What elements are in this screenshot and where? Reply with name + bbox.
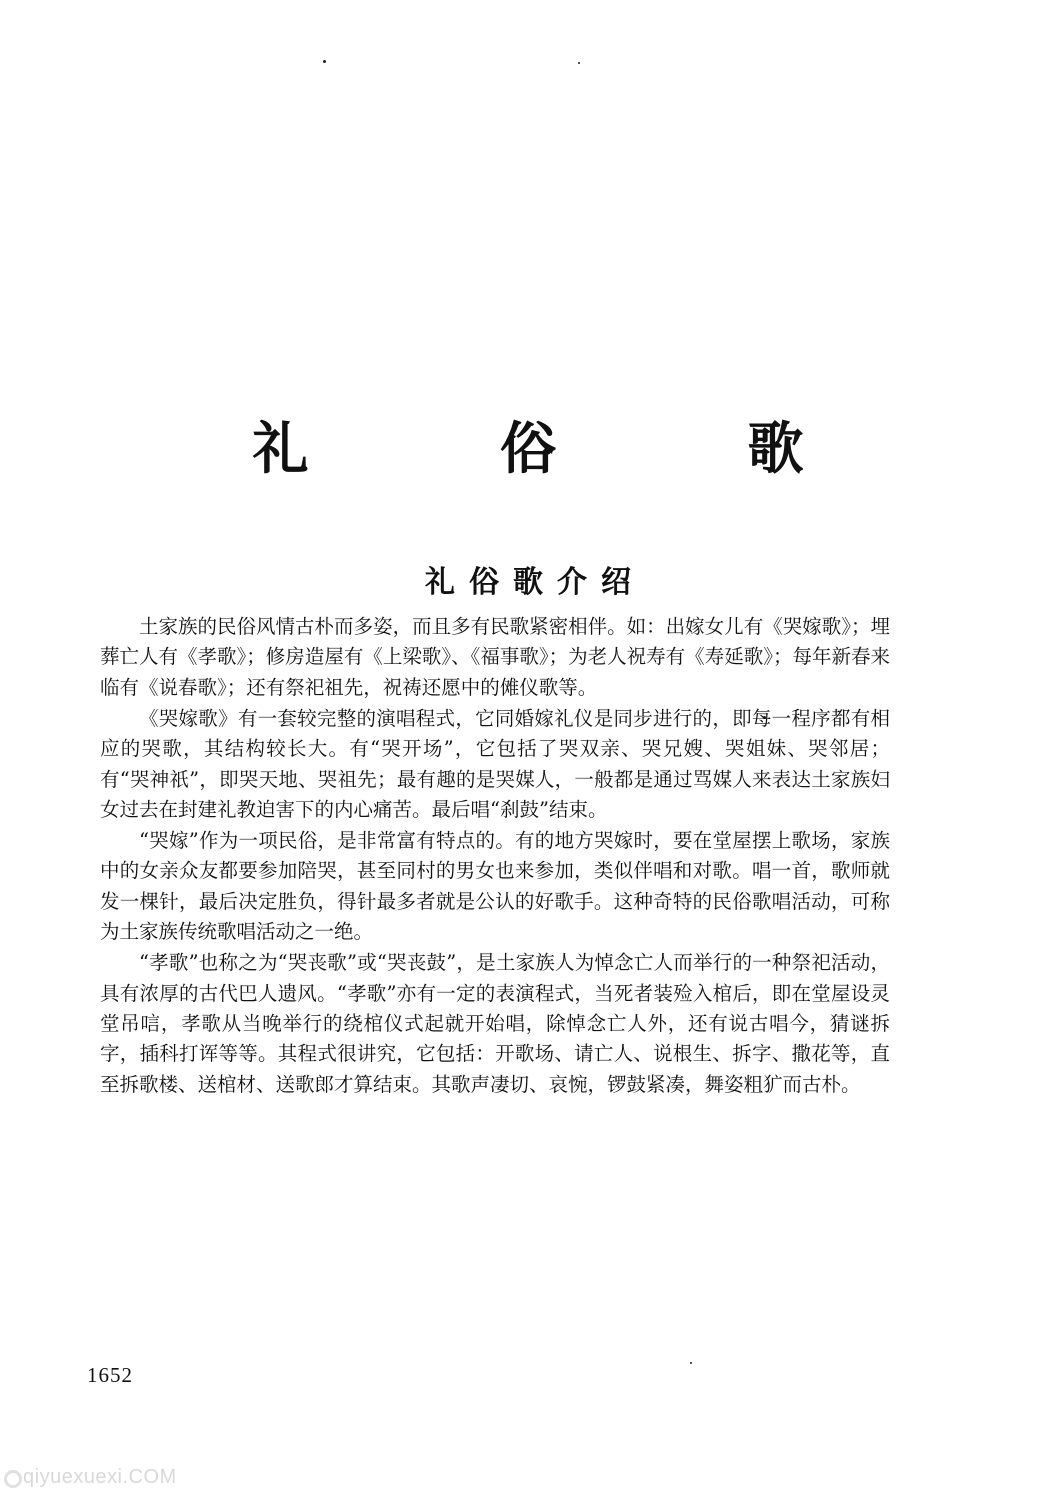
watermark: [4, 1465, 177, 1489]
paragraph: “孝歌”也称之为“哭丧歌”或“哭丧鼓”，是土家族人为悼念亡人而举行的一种祭祀活动，具有浓厚的古代巴人遗风。“孝歌”亦有一定的表演程式，当死者装殓入棺后，即在堂屋设灵堂吊唁，孝歌从当晚举行的绕棺仪式起就开始唱，除悼念亡人外，还有说古唱今，猜谜拆字，插科打诨等等。其程式很讲究，它包括：开歌场、请亡人、说根生、拆字、撒花等，直至拆歌楼、送棺材、送歌郎才算结束。其歌声凄切、哀惋，锣鼓紧凑，舞姿粗犷而古朴。: [100, 951, 890, 1096]
page-title: 礼 俗 歌: [252, 415, 890, 482]
scan-speck: [578, 62, 580, 64]
paragraph: 《哭嫁歌》有一套较完整的演唱程式，它同婚嫁礼仪是同步进行的，即每一程序都有相应的哭歌，其结构较长大。有“哭开场”，它包括了哭双亲、哭兄嫂、哭姐妹、哭邻居；有“哭神祇”，即哭天地、哭祖先；最有趣的是哭媒人，一般都是通过骂媒人来表达土家族妇女过去在封建礼教迫害下的内心痛苦。最后唱“刹鼓”结束。: [100, 706, 890, 822]
paragraph: “哭嫁”作为一项民俗，是非常富有特点的。有的地方哭嫁时，要在堂屋摆上歌场，家族中的女亲众友都要参加陪哭，甚至同村的男女也来参加，类似伴唱和对歌。唱一首，歌师就发一棵针，最后决定胜负，得针最多者就是公认的好歌手。这种奇特的民俗歌唱活动，可称为土家族传统歌唱活动之一绝。: [100, 829, 890, 944]
watermark-logo-icon: [4, 1470, 22, 1488]
page-number: 1652: [87, 1363, 133, 1387]
watermark-text: qiyuexuexi.COM: [23, 1466, 177, 1488]
body-text: [100, 612, 890, 1101]
scan-speck: [690, 1362, 692, 1364]
paragraph: 土家族的民俗风情古朴而多姿，而且多有民歌紧密相伴。如：出嫁女儿有《哭嫁歌》；埋葬亡人有《孝歌》；修房造屋有《上梁歌》、《福事歌》；为老人祝寿有《寿延歌》；每年新春来临有《说春歌》；还有祭祀祖先，祝祷还愿中的傩仪歌等。: [100, 615, 890, 699]
section-title: 礼俗歌介绍: [425, 564, 645, 600]
scan-speck: [323, 60, 326, 63]
